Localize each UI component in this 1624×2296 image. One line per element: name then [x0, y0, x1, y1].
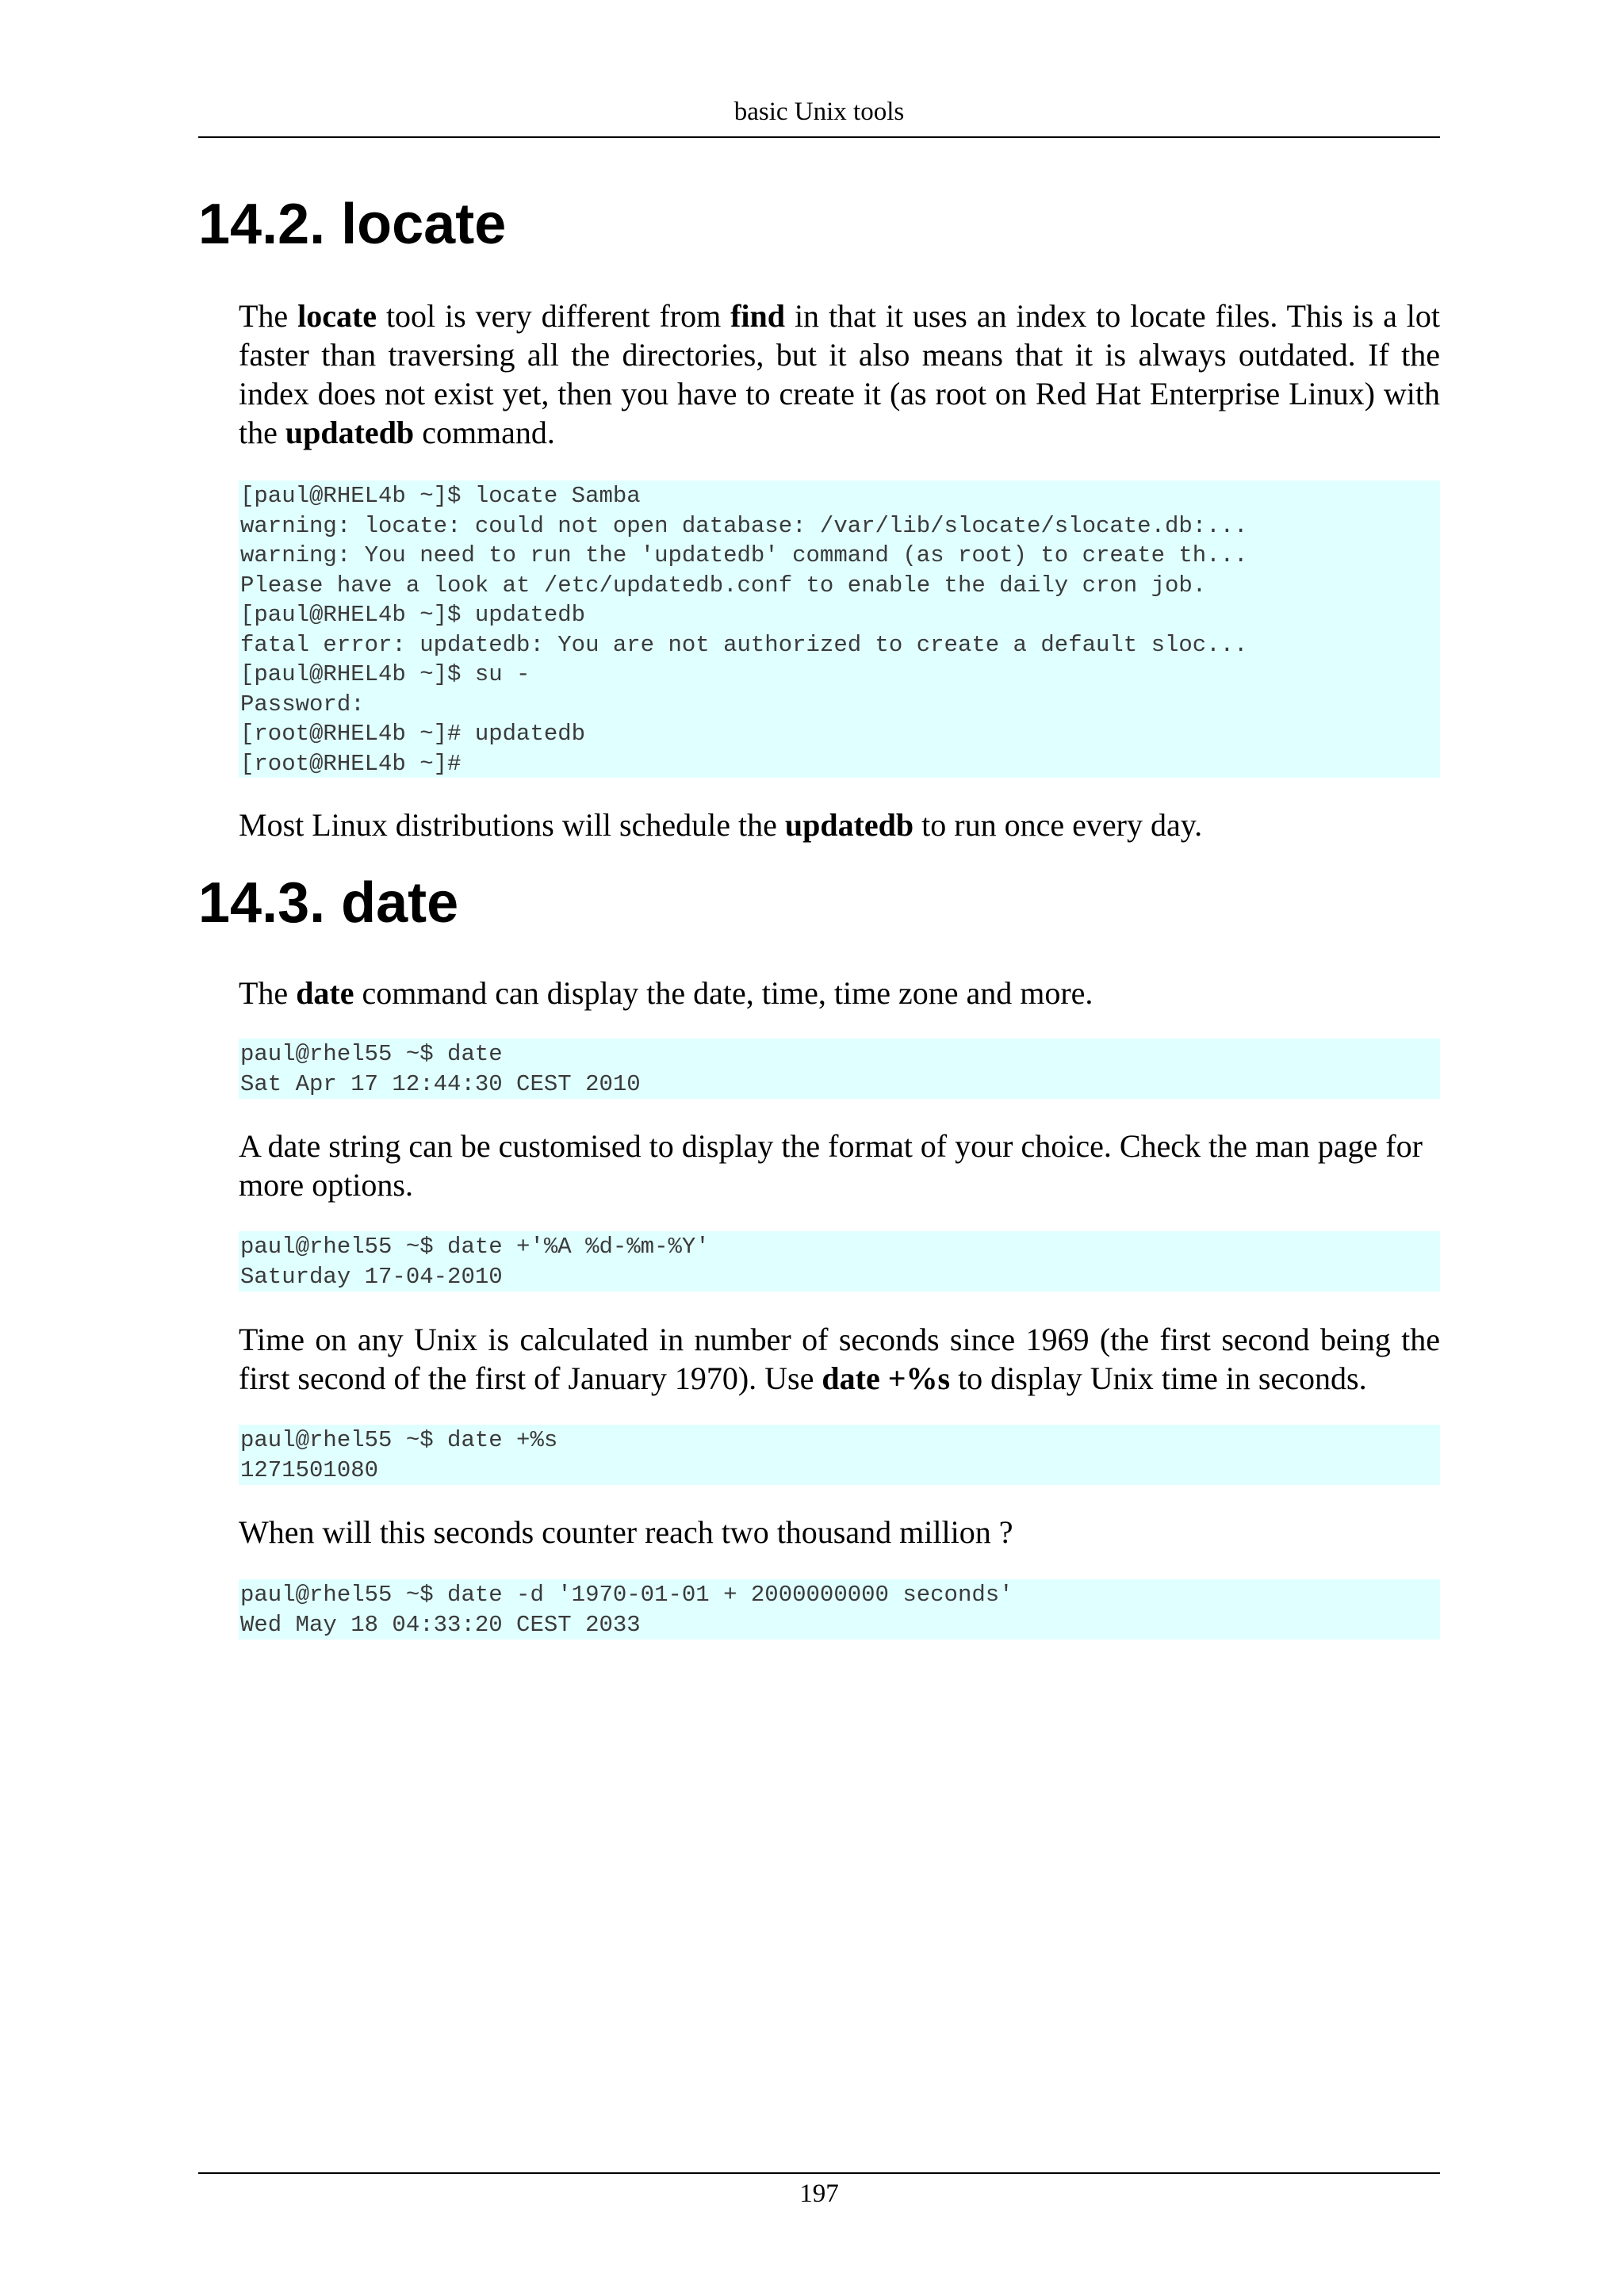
code-line: [root@RHEL4b ~]# updatedb: [240, 721, 586, 747]
code-block-seconds-counter: [239, 1579, 1440, 1640]
code-block-locate: [239, 480, 1440, 778]
code-line: Please have a look at /etc/updatedb.conf to enable the daily cron job.: [240, 572, 1207, 599]
date-format-paragraph: A date string can be customised to display the format of your choice. Check the man page for more options.: [239, 1128, 1423, 1203]
code-line: Password:: [240, 691, 365, 718]
code-line: paul@rhel55 ~$ date +'%A %d-%m-%Y': [240, 1234, 710, 1260]
command-updatedb: updatedb: [285, 415, 415, 450]
unix-time-paragraph: Time on any Unix is calculated in number of seconds since 1969 (the first second being the first second of the first of January 1970). Use date +%s to display Unix time in seconds.: [239, 1322, 1440, 1396]
code-line: Saturday 17-04-2010: [240, 1263, 503, 1290]
command-find: find: [730, 298, 786, 334]
running-header: basic Unix tools: [733, 98, 905, 126]
code-line: warning: locate: could not open database: /var/lib/slocate/slocate.db:...: [240, 512, 1248, 539]
code-line: [paul@RHEL4b ~]$ su -: [240, 661, 530, 687]
date-intro-paragraph: The date command can display the date, time, time zone and more.: [239, 975, 1094, 1011]
code-line: paul@rhel55 ~$ date -d '1970-01-01 + 2000000000 seconds': [240, 1582, 1013, 1608]
section-heading-date: 14.3. date: [198, 871, 459, 935]
code-line: [root@RHEL4b ~]#: [240, 750, 462, 777]
code-line: Wed May 18 04:33:20 CEST 2033: [240, 1611, 641, 1638]
locate-outro-paragraph: Most Linux distributions will schedule the updatedb to run once every day.: [239, 807, 1203, 843]
code-block-date-format: [239, 1231, 1440, 1292]
page-number: 197: [799, 2179, 839, 2208]
section-heading-locate: 14.2. locate: [198, 193, 507, 256]
code-line: [paul@RHEL4b ~]$ locate Samba: [240, 483, 641, 509]
seconds-counter-paragraph: When will this seconds counter reach two thousand million ?: [239, 1514, 1013, 1550]
locate-intro-paragraph: The locate tool is very different from find in that it uses an index to locate files. This is a lot faster than traversing all the directories, but it also means that it is always outdated. If the index does not exist yet, then you have to create it (as root on Red Hat Enterprise Linux) with the updatedb command.: [239, 298, 1440, 450]
footer-rule: [198, 2172, 1440, 2174]
command-updatedb: updatedb: [784, 807, 914, 843]
code-line: [paul@RHEL4b ~]$ updatedb: [240, 602, 586, 628]
code-line: fatal error: updatedb: You are not authorized to create a default sloc...: [240, 631, 1248, 658]
code-line: warning: You need to run the 'updatedb' command (as root) to create th...: [240, 542, 1248, 568]
code-line: Sat Apr 17 12:44:30 CEST 2010: [240, 1070, 641, 1097]
code-line: 1271501080: [240, 1456, 379, 1483]
command-date-seconds: date +%s: [822, 1360, 951, 1396]
command-date: date: [296, 975, 354, 1011]
code-block-date: [239, 1039, 1440, 1099]
code-block-unix-time: [239, 1425, 1440, 1485]
code-line: paul@rhel55 ~$ date +%s: [240, 1427, 558, 1453]
header-rule: [198, 136, 1440, 138]
command-locate: locate: [297, 298, 377, 334]
code-line: paul@rhel55 ~$ date: [240, 1041, 503, 1067]
